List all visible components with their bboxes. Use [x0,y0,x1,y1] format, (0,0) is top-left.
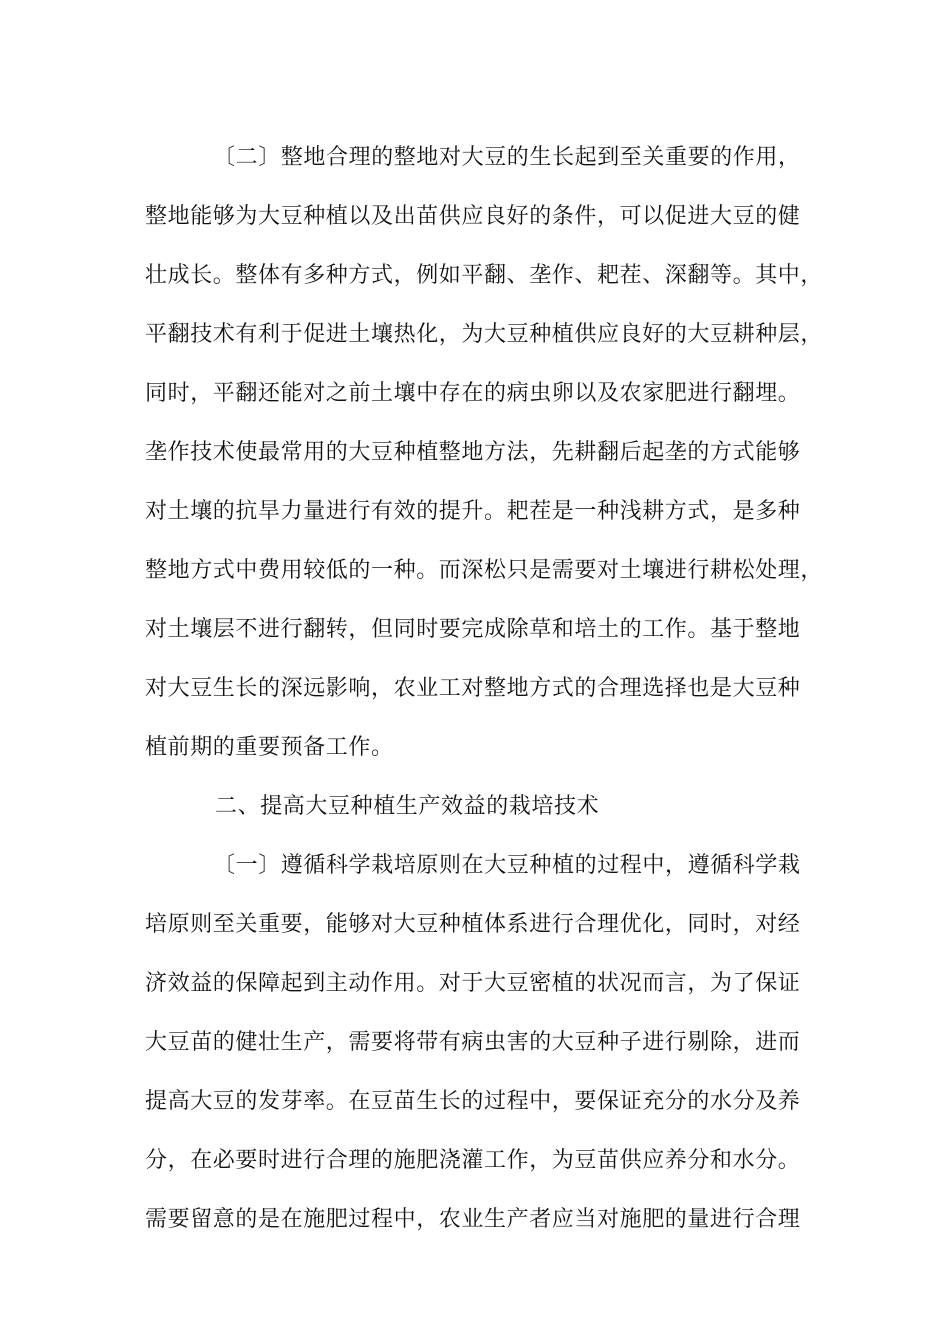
paragraph-line: 整地能够为大豆种植以及出苗供应良好的条件，可以促进大豆的健 [145,204,801,229]
paragraph-line: 对土壤层不进行翻转，但同时要完成除草和培土的工作。基于整地 [145,617,801,642]
paragraph-line: 壮成长。整体有多种方式，例如平翻、垄作、耙茬、深翻等。其中， [145,263,824,288]
paragraph-line: 需要留意的是在施肥过程中，农业生产者应当对施肥的量进行合理 [145,1207,801,1232]
paragraph-line: 对大豆生长的深远影响，农业工对整地方式的合理选择也是大豆种 [145,676,801,701]
paragraph-line: 植前期的重要预备工作。 [145,735,394,760]
paragraph-line: 济效益的保障起到主动作用。对于大豆密植的状况而言，为了保证 [145,971,801,996]
document-body [145,128,824,1249]
section-heading: 二、提高大豆种植生产效益的栽培技术 [215,794,600,819]
paragraph-line: 平翻技术有利于促进土壤热化，为大豆种植供应良好的大豆耕种层， [145,322,824,347]
paragraph-line: 整地方式中费用较低的一种。而深松只是需要对土壤进行耕松处理， [145,558,824,583]
paragraph-line: 提高大豆的发芽率。在豆苗生长的过程中，要保证充分的水分及养 [145,1089,801,1114]
paragraph-line: 垄作技术使最常用的大豆种植整地方法，先耕翻后起垄的方式能够 [145,440,801,465]
paragraph-line: 对土壤的抗旱力量进行有效的提升。耙茬是一种浅耕方式，是多种 [145,499,801,524]
paragraph-line: 分，在必要时进行合理的施肥浇灌工作，为豆苗供应养分和水分。 [145,1148,801,1173]
paragraph-line: 〔一〕遵循科学栽培原则在大豆种植的过程中，遵循科学栽 [213,853,801,878]
paragraph-line: 同时，平翻还能对之前土壤中存在的病虫卵以及农家肥进行翻埋。 [145,381,801,406]
paragraph-line: 〔二〕整地合理的整地对大豆的生长起到至关重要的作用， [213,145,801,170]
paragraph-line: 大豆苗的健壮生产，需要将带有病虫害的大豆种子进行剔除，进而 [145,1030,801,1055]
paragraph-line: 培原则至关重要，能够对大豆种植体系进行合理优化，同时，对经 [145,912,801,937]
